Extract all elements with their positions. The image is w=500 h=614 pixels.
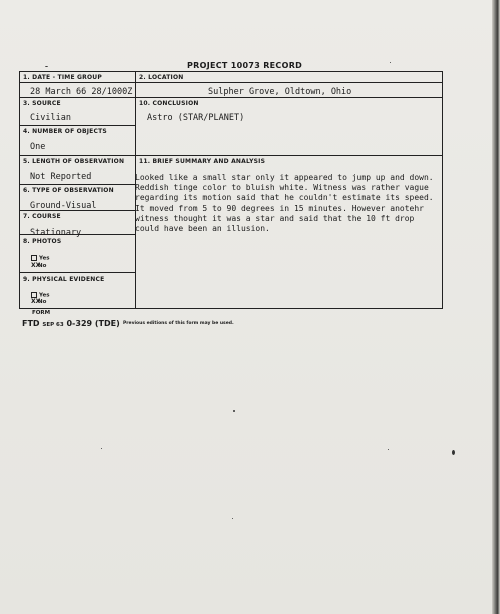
project-record-title: PROJECT 10073 RECORD bbox=[187, 61, 303, 70]
summary-line: could have been an illusion. bbox=[135, 224, 270, 234]
evidence-yes-checkbox[interactable]: Yes bbox=[31, 292, 49, 299]
photos-no-checkbox[interactable]: XXNo bbox=[31, 262, 47, 269]
row-divider bbox=[20, 272, 135, 273]
type-of-observation-value: Ground-Visual bbox=[30, 201, 97, 211]
x-mark-icon: XX bbox=[31, 298, 41, 305]
x-mark-icon: XX bbox=[31, 262, 41, 269]
summary-line: witness thought it was a star and said that the 10 ft drop bbox=[135, 213, 415, 223]
location-value: Sulpher Grove, Oldtown, Ohio bbox=[208, 87, 352, 97]
scan-speck bbox=[45, 66, 48, 67]
scan-speck bbox=[232, 518, 233, 519]
source-value: Civilian bbox=[30, 113, 71, 123]
physical-evidence-label: 9. PHYSICAL EVIDENCE bbox=[23, 276, 105, 283]
photos-yes-checkbox[interactable]: Yes bbox=[31, 255, 49, 262]
row-divider bbox=[20, 125, 135, 126]
type-of-observation-label: 6. TYPE OF OBSERVATION bbox=[23, 187, 114, 194]
brief-summary-label: 11. BRIEF SUMMARY AND ANALYSIS bbox=[139, 158, 266, 165]
evidence-no-checkbox[interactable]: XXNo bbox=[31, 298, 47, 305]
course-value: Stationary bbox=[30, 228, 82, 238]
row-divider bbox=[20, 82, 442, 83]
scan-speck bbox=[452, 450, 455, 455]
summary-line: regarding its motion said that he couldn't estimate its speed. bbox=[135, 193, 434, 203]
previous-editions-note: Previous editions of this form may be used. bbox=[123, 321, 234, 326]
scan-speck bbox=[390, 62, 391, 63]
summary-line: It moved from 5 to 90 degrees in 15 minutes. However anotehr bbox=[135, 203, 424, 213]
number-of-objects-value: One bbox=[30, 142, 46, 152]
form-word: FORM bbox=[32, 310, 51, 316]
row-divider bbox=[20, 97, 442, 98]
summary-line: Reddish tinge color to bluish white. Witness was rather vague bbox=[135, 183, 429, 193]
source-label: 3. SOURCE bbox=[23, 100, 61, 107]
number-of-objects-label: 4. NUMBER OF OBJECTS bbox=[23, 128, 107, 135]
length-of-observation-label: 5. LENGTH OF OBSERVATION bbox=[23, 158, 125, 165]
scan-speck bbox=[233, 410, 235, 412]
date-time-group-value: 28 March 66 28/1000Z bbox=[30, 87, 133, 97]
form-number: FTD SEP 63 0-329 (TDE) bbox=[22, 319, 120, 328]
scan-edge bbox=[492, 0, 500, 614]
summary-line: Looked like a small star only it appeared to jump up and down. bbox=[135, 173, 434, 182]
location-label: 2. LOCATION bbox=[139, 74, 184, 81]
scan-speck bbox=[388, 449, 389, 450]
scan-speck bbox=[101, 448, 102, 449]
row-divider bbox=[20, 184, 135, 185]
photos-label: 8. PHOTOS bbox=[23, 238, 62, 245]
conclusion-value: Astro (STAR/PLANET) bbox=[147, 113, 245, 123]
length-of-observation-value: Not Reported bbox=[30, 172, 92, 182]
date-time-group-label: 1. DATE - TIME GROUP bbox=[23, 74, 102, 81]
summary-text bbox=[135, 173, 451, 234]
empty-box-icon bbox=[31, 255, 37, 261]
course-label: 7. COURSE bbox=[23, 213, 61, 220]
row-divider bbox=[20, 155, 442, 156]
conclusion-label: 10. CONCLUSION bbox=[139, 100, 199, 107]
